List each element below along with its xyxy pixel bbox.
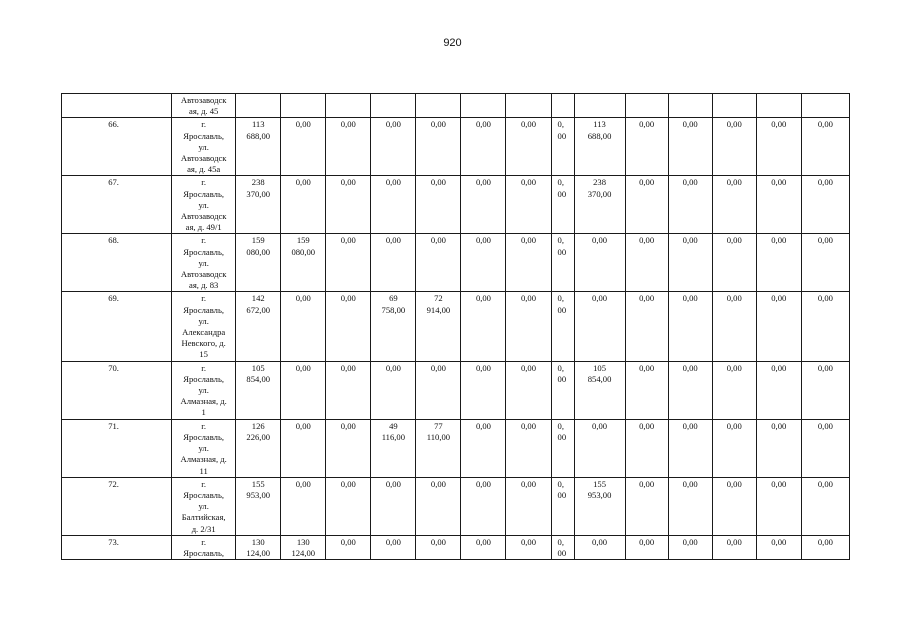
value-cell: 0,00 (461, 535, 506, 559)
value-cell: 0,00 (712, 535, 756, 559)
value-cell: 0,00 (326, 234, 371, 292)
row-number: 73. (62, 535, 172, 559)
value-cell: 0,00 (625, 292, 668, 361)
value-cell: 0,00 (326, 361, 371, 419)
row-number: 70. (62, 361, 172, 419)
value-cell: 0,00 (461, 176, 506, 234)
value-cell: 0,00 (574, 535, 625, 559)
value-cell: 0,00 (506, 176, 551, 234)
value-cell: 0,00 (756, 535, 801, 559)
value-cell: 0,00 (506, 234, 551, 292)
value-cell: 0,00 (326, 176, 371, 234)
value-cell: 0,00 (712, 361, 756, 419)
value-cell (281, 94, 326, 118)
total-cell: 105 854,00 (236, 361, 281, 419)
row-number: 67. (62, 176, 172, 234)
value-cell: 0,00 (756, 118, 801, 176)
value-cell: 0,00 (461, 234, 506, 292)
value-cell: 0, 00 (551, 118, 574, 176)
address-cell: г. Ярославль, ул. Алмазная, д. 11 (172, 419, 236, 477)
total-cell: 159 080,00 (236, 234, 281, 292)
value-cell: 0,00 (668, 234, 712, 292)
value-cell: 0, 00 (551, 419, 574, 477)
value-cell (756, 94, 801, 118)
value-cell: 0,00 (801, 419, 849, 477)
address-cell: г. Ярославль, ул. Автозаводск ая, д. 83 (172, 234, 236, 292)
value-cell: 0,00 (506, 535, 551, 559)
value-cell: 49 116,00 (371, 419, 416, 477)
value-cell: 0,00 (801, 118, 849, 176)
value-cell: 0, 00 (551, 176, 574, 234)
value-cell: 0,00 (574, 234, 625, 292)
value-cell: 0,00 (326, 535, 371, 559)
total-cell: 130 124,00 (236, 535, 281, 559)
value-cell: 159 080,00 (281, 234, 326, 292)
value-cell: 0,00 (326, 419, 371, 477)
table-row (62, 118, 850, 176)
row-number: 68. (62, 234, 172, 292)
value-cell: 0,00 (416, 535, 461, 559)
value-cell: 0,00 (371, 234, 416, 292)
value-cell: 0,00 (416, 118, 461, 176)
total-cell: 113 688,00 (236, 118, 281, 176)
value-cell: 0,00 (506, 477, 551, 535)
value-cell: 0,00 (668, 118, 712, 176)
value-cell: 0,00 (574, 292, 625, 361)
value-cell: 0,00 (668, 535, 712, 559)
value-cell: 0, 00 (551, 535, 574, 559)
value-cell (371, 94, 416, 118)
row-number: 71. (62, 419, 172, 477)
table-row (62, 292, 850, 361)
value-cell: 0,00 (371, 361, 416, 419)
value-cell: 0,00 (625, 176, 668, 234)
value-cell: 0,00 (506, 419, 551, 477)
value-cell: 0,00 (506, 361, 551, 419)
value-cell (326, 94, 371, 118)
value-cell: 0,00 (461, 118, 506, 176)
value-cell: 105 854,00 (574, 361, 625, 419)
value-cell: 0,00 (461, 477, 506, 535)
address-cell: г. Ярославль, ул. Алмазная, д. 1 (172, 361, 236, 419)
value-cell: 155 953,00 (574, 477, 625, 535)
value-cell: 0,00 (416, 234, 461, 292)
value-cell (801, 94, 849, 118)
value-cell: 0,00 (712, 419, 756, 477)
row-number: 72. (62, 477, 172, 535)
value-cell: 0,00 (326, 118, 371, 176)
value-cell: 0,00 (801, 292, 849, 361)
value-cell: 0,00 (756, 477, 801, 535)
total-cell (236, 94, 281, 118)
value-cell: 0,00 (801, 535, 849, 559)
value-cell: 0, 00 (551, 477, 574, 535)
value-cell: 0,00 (625, 477, 668, 535)
value-cell: 0,00 (712, 118, 756, 176)
value-cell (551, 94, 574, 118)
total-cell: 155 953,00 (236, 477, 281, 535)
table-row (62, 477, 850, 535)
value-cell: 72 914,00 (416, 292, 461, 361)
value-cell: 0, 00 (551, 234, 574, 292)
value-cell: 0,00 (625, 234, 668, 292)
value-cell: 0,00 (371, 477, 416, 535)
value-cell: 0,00 (756, 176, 801, 234)
value-cell: 0,00 (461, 361, 506, 419)
value-cell: 0,00 (416, 176, 461, 234)
value-cell: 0,00 (756, 234, 801, 292)
value-cell: 0,00 (416, 477, 461, 535)
value-cell: 0,00 (801, 477, 849, 535)
value-cell: 0,00 (281, 176, 326, 234)
value-cell: 0,00 (281, 477, 326, 535)
value-cell: 69 758,00 (371, 292, 416, 361)
value-cell (668, 94, 712, 118)
address-cell: г. Ярославль, ул. Балтийская, д. 2/31 (172, 477, 236, 535)
total-cell: 142 672,00 (236, 292, 281, 361)
row-number: 66. (62, 118, 172, 176)
value-cell: 0,00 (756, 292, 801, 361)
value-cell: 0, 00 (551, 292, 574, 361)
value-cell (574, 94, 625, 118)
value-cell: 0,00 (712, 234, 756, 292)
address-cell: г. Ярославль, ул. Автозаводск ая, д. 45а (172, 118, 236, 176)
value-cell (625, 94, 668, 118)
value-cell: 113 688,00 (574, 118, 625, 176)
value-cell: 0,00 (281, 292, 326, 361)
value-cell: 0,00 (371, 535, 416, 559)
value-cell: 77 110,00 (416, 419, 461, 477)
value-cell: 0,00 (668, 477, 712, 535)
total-cell: 126 226,00 (236, 419, 281, 477)
value-cell: 0,00 (506, 292, 551, 361)
value-cell: 0,00 (712, 477, 756, 535)
value-cell: 0,00 (668, 361, 712, 419)
value-cell: 0,00 (625, 118, 668, 176)
value-cell: 0,00 (712, 292, 756, 361)
table-row (62, 176, 850, 234)
value-cell (461, 94, 506, 118)
value-cell: 0,00 (801, 234, 849, 292)
value-cell: 0,00 (668, 292, 712, 361)
value-cell: 0,00 (461, 419, 506, 477)
address-cell: г. Ярославль, ул. Александра Невского, д. 15 (172, 292, 236, 361)
row-number (62, 94, 172, 118)
budget-table (61, 93, 850, 560)
value-cell: 0,00 (326, 292, 371, 361)
table-row (62, 419, 850, 477)
value-cell: 0,00 (371, 176, 416, 234)
value-cell: 0,00 (416, 361, 461, 419)
table-row (62, 94, 850, 118)
page-number: 920 (443, 37, 462, 49)
value-cell: 0,00 (625, 361, 668, 419)
address-cell: Автозаводск ая, д. 45 (172, 94, 236, 118)
value-cell: 0,00 (326, 477, 371, 535)
value-cell: 0,00 (281, 361, 326, 419)
value-cell: 0,00 (281, 118, 326, 176)
value-cell (506, 94, 551, 118)
value-cell: 0,00 (281, 419, 326, 477)
value-cell (712, 94, 756, 118)
value-cell: 0,00 (625, 535, 668, 559)
value-cell: 238 370,00 (574, 176, 625, 234)
value-cell (416, 94, 461, 118)
value-cell: 0,00 (712, 176, 756, 234)
address-cell: г. Ярославль, ул. Автозаводск ая, д. 49/1 (172, 176, 236, 234)
value-cell: 0,00 (801, 176, 849, 234)
value-cell: 0,00 (574, 419, 625, 477)
table-row (62, 361, 850, 419)
value-cell: 0,00 (668, 176, 712, 234)
value-cell: 0,00 (461, 292, 506, 361)
value-cell: 0,00 (801, 361, 849, 419)
value-cell: 0,00 (756, 419, 801, 477)
value-cell: 0,00 (668, 419, 712, 477)
table-row (62, 535, 850, 559)
address-cell: г. Ярославль, (172, 535, 236, 559)
value-cell: 0, 00 (551, 361, 574, 419)
value-cell: 0,00 (625, 419, 668, 477)
table-row (62, 234, 850, 292)
value-cell: 0,00 (506, 118, 551, 176)
total-cell: 238 370,00 (236, 176, 281, 234)
value-cell: 0,00 (756, 361, 801, 419)
row-number: 69. (62, 292, 172, 361)
value-cell: 0,00 (371, 118, 416, 176)
value-cell: 130 124,00 (281, 535, 326, 559)
